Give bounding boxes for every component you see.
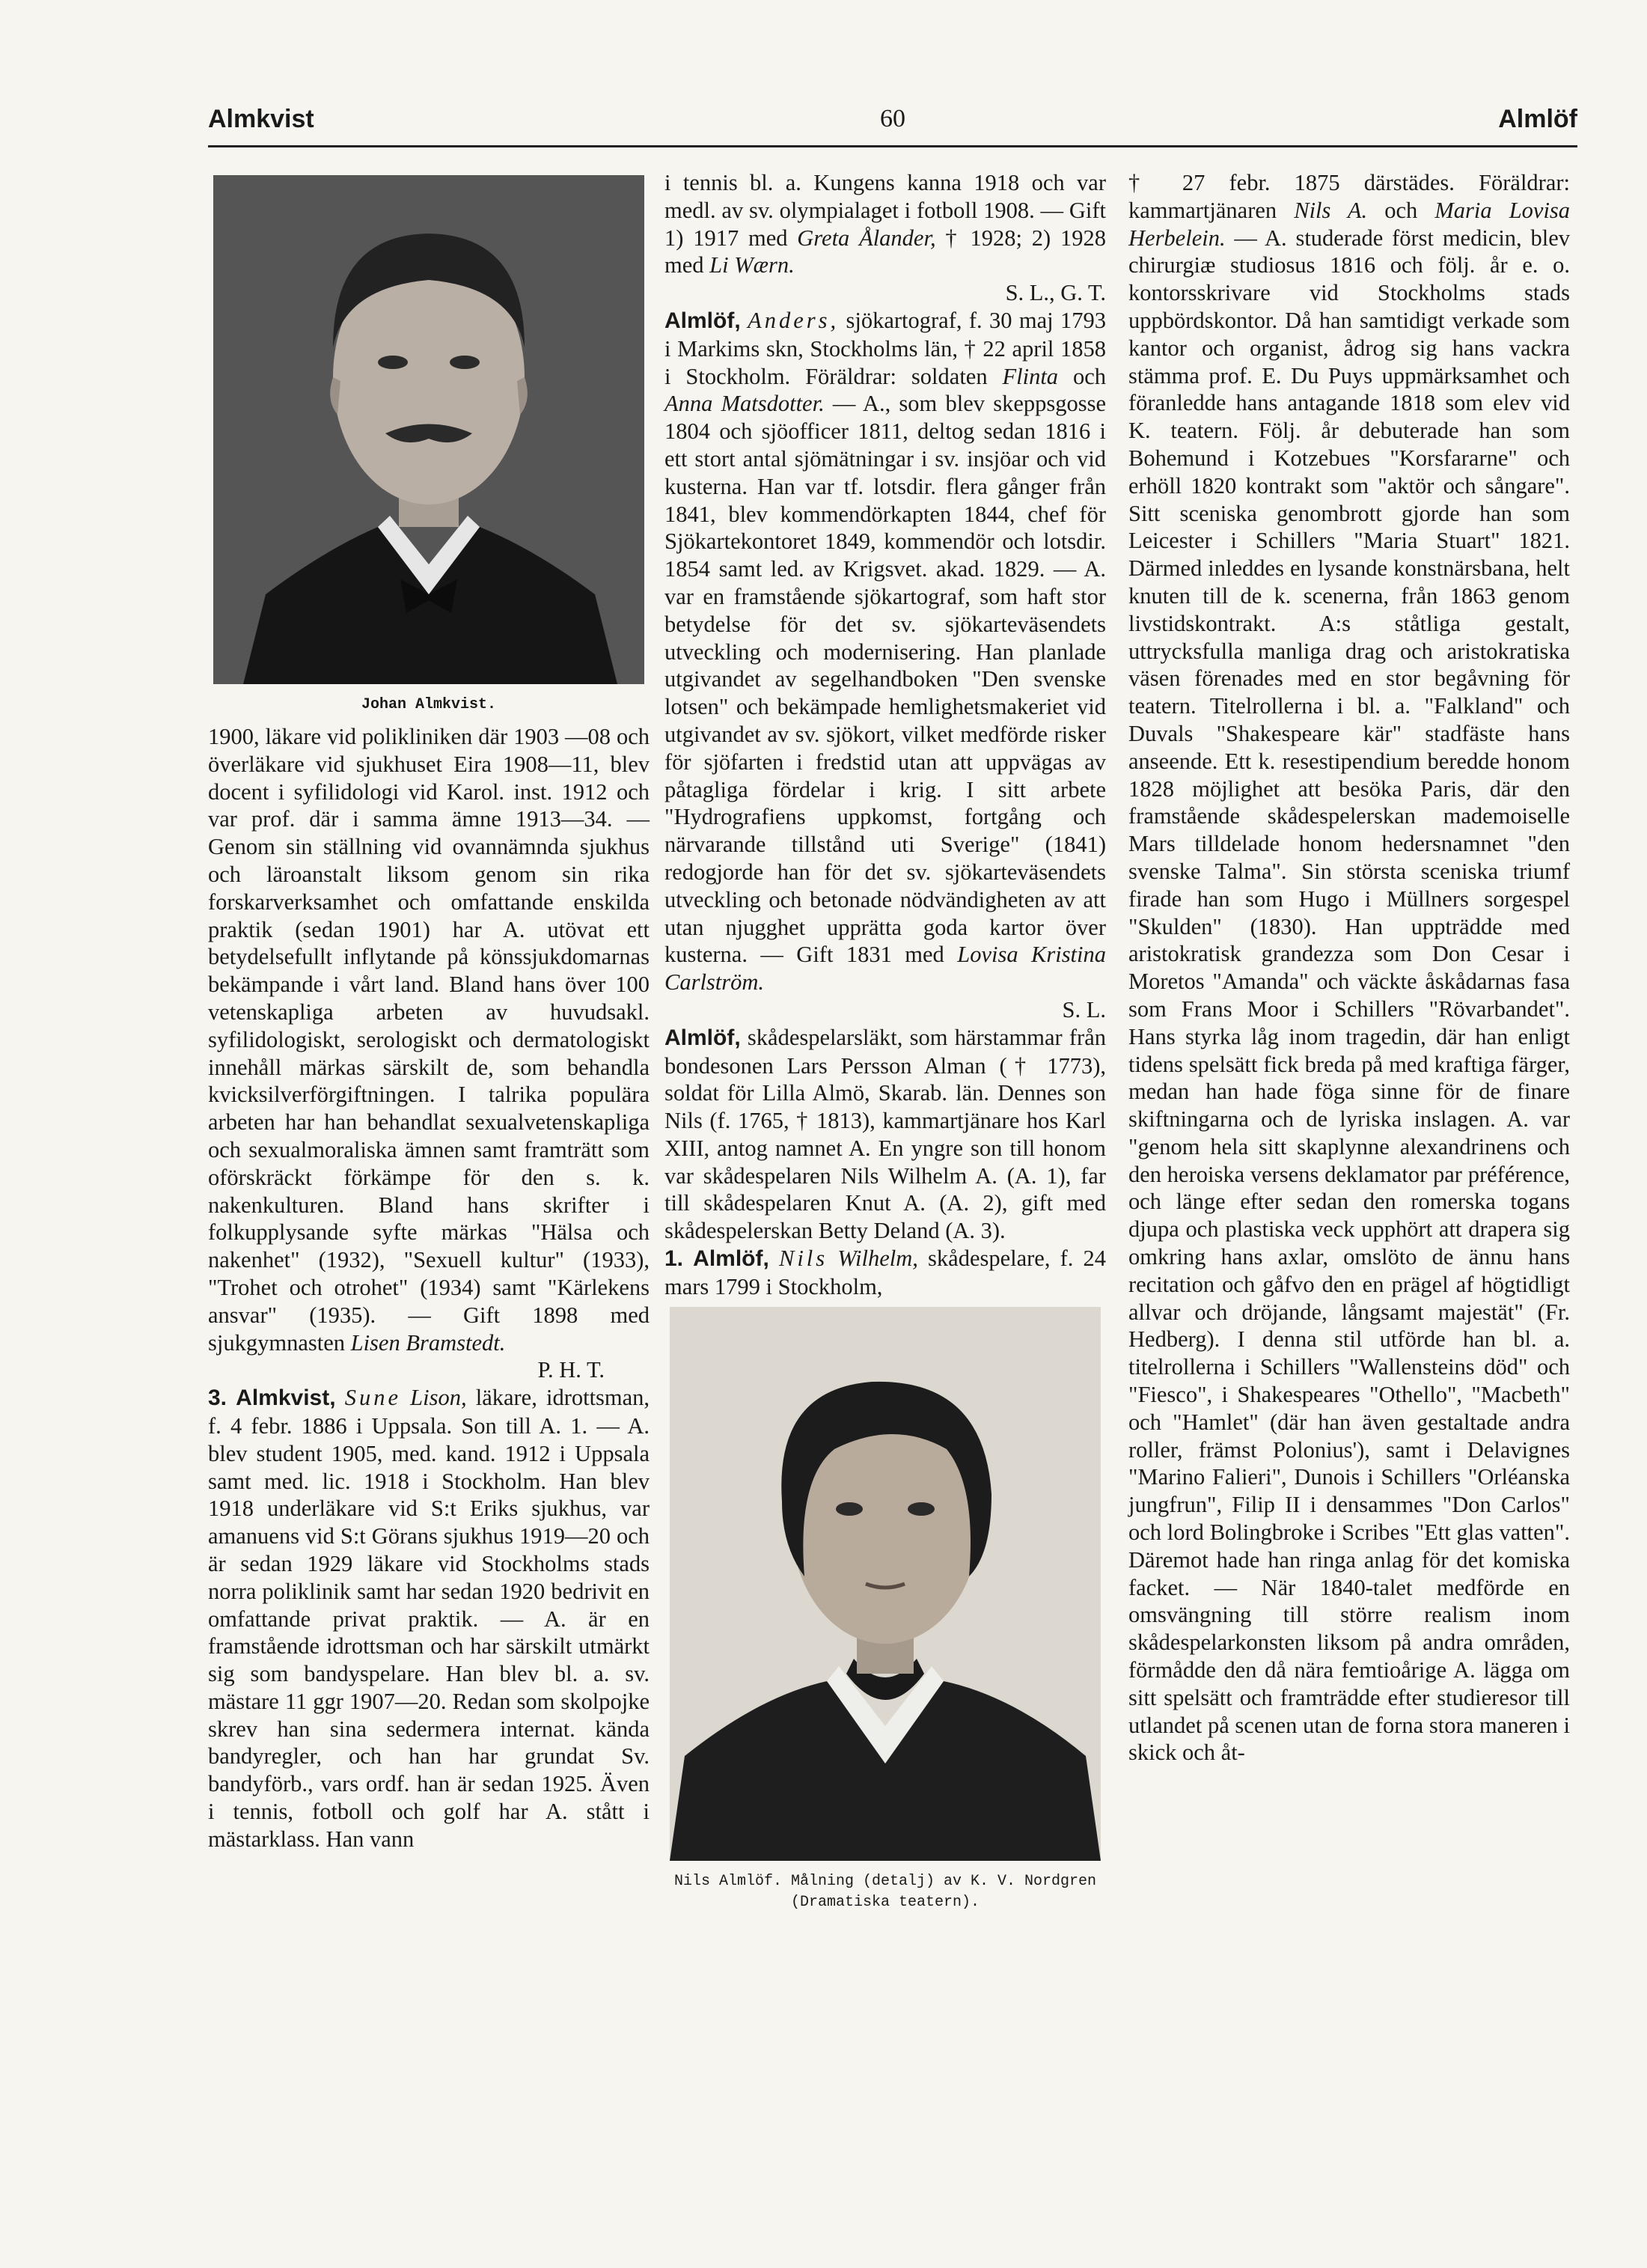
signature: P. H. T. [537, 1357, 605, 1383]
text-segment: och [1072, 363, 1106, 389]
entry-body: läkare, idrottsman, f. 4 febr. 1886 i Uppsala. Son till A. 1. — A. blev student 1905, med. kand. 1912 i Uppsala samt med. lic. 1918 i Stockholm. Han blev 1918 underläkare vid S:t Eriks sjukhus, var amanuens vid S:t Görans sjukhus 1919—20 och är sedan 1929 läkare vid Stockholms stads norra poliklinik samt har sedan 1920 bedrivit en omfattande privat praktik. — A. är en framstående idrottsman och har särskilt utmärkt sig som bandyspelare. Han blev bl. a. sv. mästare 11 ggr 1907—20. Redan som skolpojke skrev han sina sedermera internat. kända bandyregler, och han har grundat Sv. bandyförb., vars ordf. han är sedan 1925. Även i tennis, fotboll och golf har A. stått i mästarklass. Han vann [208, 1385, 650, 1852]
entry-almkvist-sune [208, 1384, 650, 1853]
parent-name: Nils A. [1294, 197, 1368, 223]
running-head [208, 105, 1577, 144]
column-2 [664, 169, 1106, 1921]
entry-given-name-2: Lison, [410, 1385, 467, 1411]
column-3 [1128, 169, 1570, 1766]
photo-caption-nils: Nils Almlöf. Målning (detalj) av K. V. Nordgren (Dramatiska teatern). [673, 1872, 1097, 1911]
text-segment: i tennis bl. a. Kungens kanna 1918 och var medl. av sv. olympialaget i fotboll 1908. — Gift 1) 1917 med [664, 170, 1106, 251]
entry-almlof-anders [664, 307, 1106, 996]
entry-given-name: Sune [344, 1385, 401, 1411]
spouse-name: Li Wærn. [709, 252, 795, 278]
parent-name: Anna Matsdotter. [664, 391, 825, 417]
spouse-name: Lisen Bramstedt. [350, 1329, 506, 1356]
entry-body: skådespelarsläkt, som härstammar från bondesonen Lars Persson Alman († 1773), soldat för Lilla Almö, Skarab. län. Dennes son Nils (f. 1765, † 1813), kammartjänare hos Karl XIII, antog namnet A. En yngre son till honom var skådespelaren Nils Wilhelm A. (A. 1), far till skådespelaren Knut A. (A. 2), gift med skådespelerskan Betty Deland (A. 3). [664, 1024, 1106, 1244]
photo-caption-johan: Johan Almkvist. [361, 696, 497, 713]
entry-text [208, 723, 650, 1356]
spouse-name: Greta Ålander, [797, 225, 936, 251]
entry-body: — A. studerade först medicin, blev chirurgiæ studiosus 1816 och följ. år e. o. kontorsskrivare vid Stockholms stads uppbördskontor. Då han samtidigt verkade som kantor och organist, ådrog sig hans vackra stämma prof. E. Du Puys uppmärksamhet och föranledde hans antagande 1818 som elev vid K. teatern. Följ. år debuterade han som Bohemund i Kotzebues "Korsfararne" och erhöll 1820 kontrakt som "aktör och sångare". Sitt sceniska genombrott gjorde han som Leicester i Schillers "Maria Stuart" 1821. Därmed inleddes en lysande konstnärsbana, helt knuten till de k. scenerna, från 1863 genom livstidskontrakt. A:s ståtliga gestalt, uttrycksfulla manliga drag och aristokratiska väsen förenades med en stor begåvning för teatern. Titelrollerna i bl. a. "Falkland" och Duvals "Shakespeare kär" stadfäste hans anseende. Ett k. resestipendium beredde honom 1828 möjlighet att besöka Paris, där den framstående skådespelerskan mademoiselle Mars tilldelade honom hedersnamnet "den svenske Talma". Sin största sceniska triumf firade han som Hugo i Müllners sorgespel "Skulden" (1830). Han uppträdde med aristokratisk grandezza som Don Cesar i Moretos "Amanda" och väckte åskådarnas fasa som Frans Moor i Schillers "Rövarbandet". Hans styrka låg inom tragedin, där han enligt tidens spelsätt fick breda på med kraftiga färger, medan han hade föga sinne för de finare skiftningarna och de lyriska inslagen. A. var "genom hela sitt skaplynne alexandrinens och den heroiska versens deklamator par préférence, och länge efter sedan den romerska togans djupa och plastiska veck upphört att drapera sig omkring hans axlar, omslöto de ännu hans recitation och gåfvo den en prägel af högtidligt allvar och dröjande, långsamt majestät" (Fr. Hedberg). I denna stil utförde han bl. a. titelrollerna i Schillers "Wallensteins död" och "Fiesco", i Shakespeares "Othello", "Macbeth" och "Hamlet" (där han även gestaltade andra roller, främst Polonius'), samt i Delavignes "Marino Falieri", Dunois i Schillers "Orléanska jungfrun", Filip II i densammes "Don Carlos" och lord Bolingbroke i Scribes "Ett glas vatten". Däremot hade han ringa anlag för det komiska facket. — När 1840-talet medförde en omsvängning till större realism inom skådespelarkonsten liksom på andra områden, förmådde den då nära femtioårige A. lägga om sitt spelsätt och framträdde efter studieresor till utlandet på scenen utan de forna stora maneren i skick och åt- [1128, 225, 1570, 1766]
entry-given-name-2: Wilhelm, [837, 1246, 918, 1272]
entry-body: sjökartograf, f. 30 maj 1793 i Markims skn, Stockholms län, † 22 april 1858 i Stockholm. Föräldrar: soldaten [664, 307, 1107, 389]
entry-body: — A., som blev skeppsgosse 1804 och sjöofficer 1811, deltog sedan 1816 i ett stort antal sjömätningar i sv. insjöar och vid kusterna. Han var tf. lotsdir. flera gånger från 1841, blev kommendörkapten 1844, chef för Sjökartekontoret 1849, kommendör och lotsdir. 1854 samt led. av Krigsvet. akad. 1829. — A. var en framstående sjökartograf, som haft stor betydelse för det sv. sjökarteväsendets utveckling och modernisering. Han planlade utgivandet av segelhandboken "Den svenske lotsen" och bekämpade hemlighetsmakeriet vid utgivandet av sv. sjökort, vilket medförde risker för sjöfarten i fredstid utan att uppvägas av påtagliga fördelar i krig. I sitt arbete "Hydrografiens uppkomst, fortgång och närvarande tillstånd uti Sverige" (1841) redogjorde han för det sv. sjökarteväsendets utveckling och betonade nödvändigheten av att utan njugghet upprätta goda kartor över kusterna. — Gift 1831 med [664, 391, 1107, 968]
portrait-nils-almlof [670, 1307, 1101, 1861]
spouse-name: Lovisa Kristina Carlström. [664, 942, 1107, 996]
entry-given-name: Anders, [748, 307, 840, 333]
text-segment: och [1384, 197, 1418, 223]
page-number: 60 [880, 105, 905, 132]
running-head-left: Almkvist [208, 105, 314, 133]
entry-text-body: 1900, läkare vid polikliniken där 1903 —08 och överläkare vid sjukhuset Eira 1908—11, blev docent i syfilidologi vid Karol. inst. 1912 och var prof. där i samma ämne 1913—34. — Genom sin ställning vid ovannämnda sjukhus och läroanstalt liksom genom sin rika forskarverksamhet och omfattande enskilda praktik (sedan 1901) har A. utövat ett betydelsefullt inflytande på könssjukdomarnas bekämpande i vårt land. Bland hans över 100 vetenskapliga arbeten av huvudsakl. syfilidologiskt, serologiskt och dermatologiskt innehåll märkas särskilt de, som behandla kvicksilverförgiftningen. I talrika populära arbeten har han behandlat sexualvetenskapliga och sexualmoraliska ämnen samt framträtt som oförskräckt förkämpe för den s. k. nakenkulturen. Bland hans skrifter i folkupplysande syfte märkas "Hälsa och nakenhet" (1932), "Sexuell kultur" (1933), "Trohet och otrohet" (1934) samt "Kärlekens ansvar" (1935). — Gift 1898 med sjukgymnasten [208, 724, 650, 1356]
painting-icon [670, 1307, 1101, 1861]
entry-number: 3. [208, 1386, 227, 1411]
parent-name: Maria Lovisa Herbelein. [1128, 197, 1571, 251]
running-head-right: Almlöf [1498, 105, 1577, 133]
entry-surname: Almkvist, [236, 1386, 336, 1411]
entry-almlof-family [664, 1024, 1106, 1245]
entry-surname: Almlöf, [693, 1246, 769, 1272]
entry-number: 1. [664, 1246, 684, 1272]
parent-name: Flinta [1002, 363, 1059, 389]
entry-given-name: Nils [778, 1246, 828, 1272]
text-segment: † 1928; 2) 1928 med [664, 225, 1106, 278]
signature: S. L. [1062, 996, 1106, 1022]
signature: S. L., G. T. [1005, 280, 1106, 306]
entry-surname: Almlöf, [664, 1025, 741, 1050]
text-segment: † 27 febr. 1875 därstädes. Föräldrar: kammartjänaren [1128, 170, 1570, 223]
column-1 [208, 169, 650, 1853]
entry-surname: Almlöf, [664, 308, 741, 333]
header-rule [208, 145, 1577, 147]
portrait-photo-icon [213, 175, 644, 684]
continued-entry [664, 169, 1106, 279]
entry-almlof-nils [664, 1245, 1106, 1301]
entry-body: skådespelare, f. 24 mars 1799 i Stockholm, [664, 1246, 1107, 1299]
continued-entry [1128, 169, 1570, 1766]
portrait-johan-almkvist [213, 175, 644, 684]
